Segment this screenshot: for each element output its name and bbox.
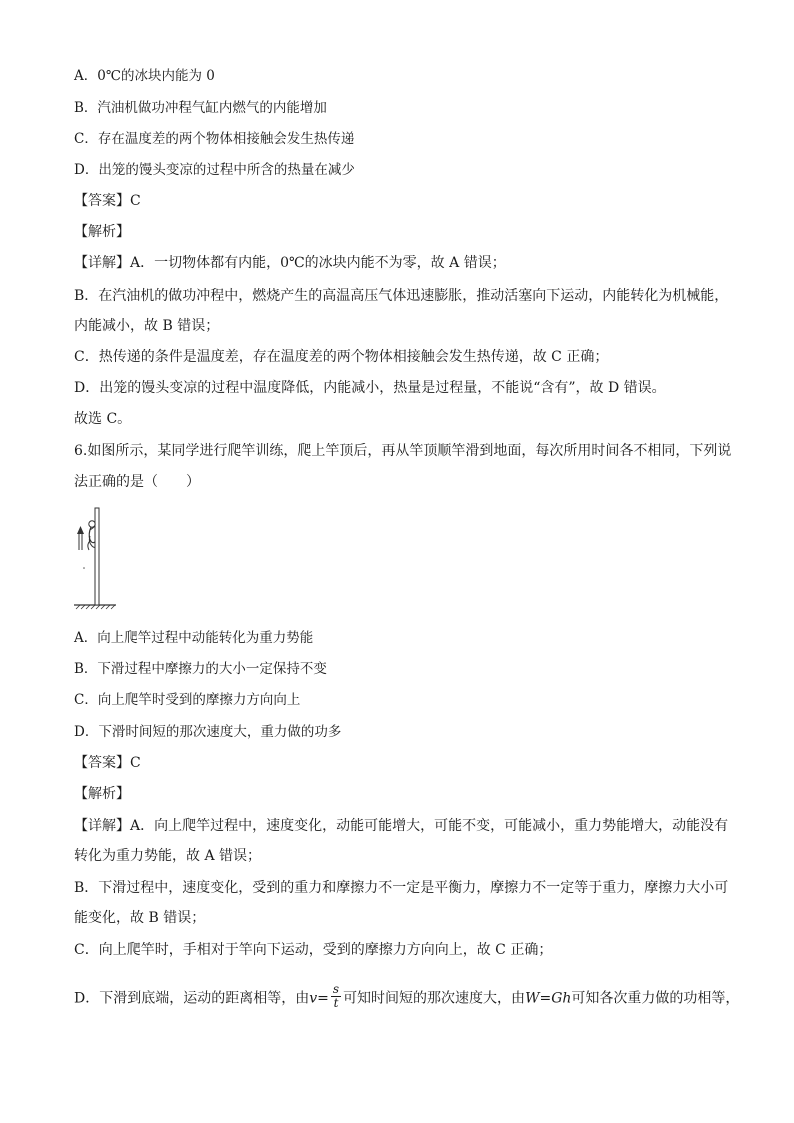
fraction-numerator: s — [332, 982, 340, 996]
q5-detail-b-line1: B．在汽油机的做功冲程中，燃烧产生的高温高压气体迅速膨胀，推动活塞向下运动，内能转化为机械能， — [74, 288, 729, 304]
q5-option-a: A．0℃的冰块内能为 0 — [74, 68, 215, 84]
ground-hatching — [74, 605, 116, 609]
q5-detail-b-line2: 内能减小，故 B 错误； — [74, 318, 220, 334]
q5-option-c: C．存在温度差的两个物体相接触会发生热传递 — [74, 131, 355, 147]
q5-option-d: D．出笼的馒头变凉的过程中所含的热量在减少 — [74, 162, 355, 178]
q5-detail-a-text: A．一切物体都有内能，0℃的冰块内能不为零，故 A 错误； — [130, 255, 506, 271]
formula-equals-2: = — [539, 990, 552, 1007]
q5-detail-label: 【详解】 — [74, 255, 130, 271]
q6-option-b: B．下滑过程中摩擦力的大小一定保持不变 — [74, 661, 327, 677]
fraction-denominator: t — [333, 996, 339, 1010]
q6-detail-d-mid: 可知时间短的那次速度大，由 — [343, 990, 526, 1007]
q6-detail-b-line2: 能变化，故 B 错误； — [74, 910, 206, 926]
q6-stem-line2: 法正确的是（ ） — [74, 474, 200, 490]
q6-detail-d-pre: D．下滑到底端，运动的距离相等，由 — [74, 990, 310, 1007]
climber-figure — [88, 521, 95, 550]
q5-answer-label: 【答案】 — [74, 193, 130, 209]
q6-answer — [74, 753, 141, 773]
q6-detail-a-line2: 转化为重力势能，故 A 错误； — [74, 848, 262, 864]
q5-detail-a — [74, 253, 506, 273]
q6-detail-a-text: A．向上爬竿过程中，速度变化，动能可能增大，可能不变，可能减小，重力势能增大，动能没有 — [130, 818, 729, 834]
q6-detail-a-line1 — [74, 816, 728, 836]
formula-w: W — [525, 990, 540, 1007]
q6-detail-b-line1: B．下滑过程中，速度变化，受到的重力和摩擦力不一定是平衡力，摩擦力不一定等于重力，摩擦力大小可 — [74, 880, 729, 896]
q6-detail-c: C．向上爬竿时，手相对于竿向下运动，受到的摩擦力方向向上，故 C 正确； — [74, 942, 553, 958]
formula-gh: Gh — [551, 990, 572, 1007]
q6-option-c: C．向上爬竿时受到的摩擦力方向向上 — [74, 692, 301, 708]
pole-climbing-figure — [72, 506, 118, 610]
q5-answer-value: C — [130, 193, 141, 209]
fraction-s-over-t — [331, 983, 341, 1010]
q6-option-d: D．下滑时间短的那次速度大，重力做的功多 — [74, 724, 342, 740]
q5-conclusion: 故选 C。 — [74, 411, 132, 427]
dot-mark — [83, 567, 85, 569]
q6-detail-label: 【详解】 — [74, 818, 130, 834]
q5-option-b: B．汽油机做功冲程气缸内燃气的内能增加 — [74, 100, 327, 116]
formula-v: v — [309, 990, 318, 1007]
q6-answer-value: C — [130, 755, 141, 771]
q6-detail-d-post: 可知各次重力做的功相等， — [571, 990, 740, 1007]
q5-answer — [74, 191, 141, 211]
q6-answer-label: 【答案】 — [74, 755, 130, 771]
pole — [95, 508, 99, 605]
q5-detail-d: D．出笼的馒头变凉的过程中温度降低，内能减小，热量是过程量，不能说“含有”，故 D 错误。 — [74, 380, 666, 396]
q5-analysis-label: 【解析】 — [74, 224, 130, 240]
q5-detail-c: C．热传递的条件是温度差，存在温度差的两个物体相接触会发生热传递，故 C 正确； — [74, 349, 609, 365]
q6-detail-d — [74, 982, 740, 1012]
upward-arrow — [77, 526, 84, 550]
q6-stem-line1: 6.如图所示，某同学进行爬竿训练，爬上竿顶后，再从竿顶顺竿滑到地面，每次所用时间各不相同，下列说 — [74, 443, 732, 459]
q6-analysis-label: 【解析】 — [74, 786, 130, 802]
formula-equals: = — [317, 990, 329, 1007]
q6-option-a: A．向上爬竿过程中动能转化为重力势能 — [74, 630, 314, 646]
